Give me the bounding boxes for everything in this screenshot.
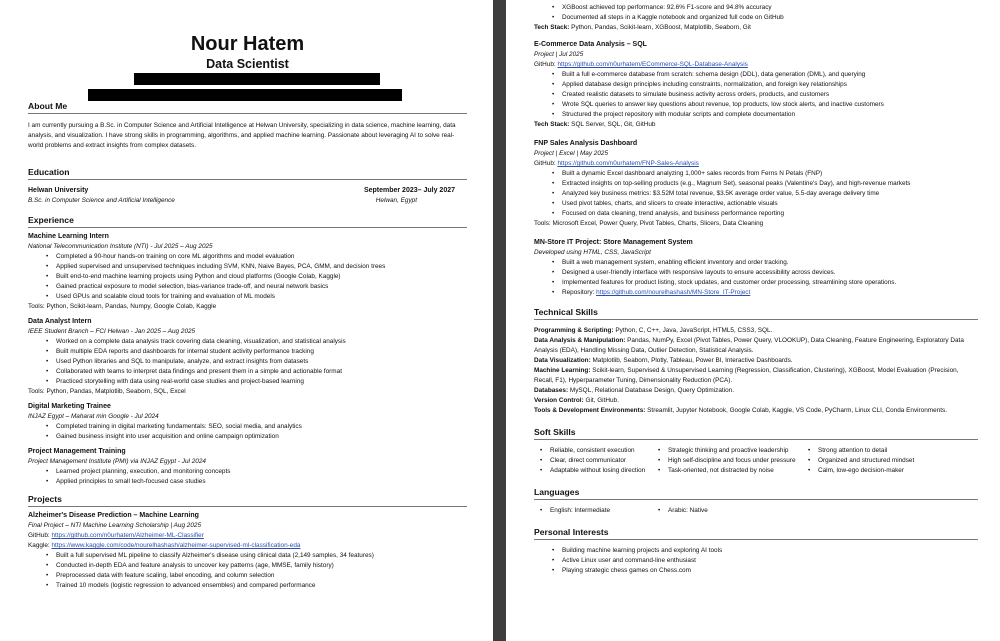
project-bullet: • Built a dynamic Excel dashboard analyzing 1,000+ sales records from Ferns N Petals (FNP) [562,169,978,179]
experience-dates: - Jul 2025 – Aug 2025 [150,243,213,250]
interest-item: • Active Linux user and command-line enthusiast [562,556,978,566]
project-bullets [28,551,467,591]
experience-org-line [28,242,467,252]
experience-entry [28,232,467,312]
experience-bullets [28,337,467,387]
experience-entry [28,402,467,442]
skill-category: Machine Learning: [534,367,591,374]
skill-values: Matplotlib, Seaborn, Plotly, Tableau, Power BI, Interactive Dashboards. [590,357,793,364]
experience-bullet: • Collaborated with teams to interpret data findings and present them in a simple and actionable format [56,367,467,377]
project-stack [534,219,978,229]
project-bullet: • Created realistic datasets to simulate business activity across orders, products, and customers [562,90,978,100]
kaggle-label: Kaggle: [28,542,52,549]
tech-stack: SQL Server, SQL, Git, GitHub [569,121,656,128]
project-bullet: • Trained 10 models (logistic regression to advanced ensembles) and compared performance [56,581,467,591]
experience-bullets [28,252,467,302]
project-bullet: • Built a full e-commerce database from scratch: schema design (DDL), data generation (DML), and querying [562,70,978,80]
experience-title: Data Analyst Intern [28,318,92,325]
project-link-line [534,159,978,169]
experience-bullet: • Learned project planning, execution, and monitoring concepts [56,467,467,477]
project-title: FNP Sales Analysis Dashboard [534,140,638,147]
soft-skills-heading: Soft Skills [534,426,978,440]
skill-category: Tools & Development Environments: [534,407,646,414]
page-gutter [493,0,506,641]
experience-title: Machine Learning Intern [28,233,109,240]
project-subtitle: Developed using HTML, CSS, JavaScript [534,249,651,256]
project-entry [534,40,978,130]
project-entry [534,238,978,298]
soft-skills-col-1 [550,446,668,476]
education-location: Helwan, Egypt [375,197,417,204]
project-bullets [534,169,978,219]
project-bullet: • Used pivot tables, charts, and slicers to create interactive, actionable visuals [562,199,978,209]
interests-heading: Personal Interests [534,526,978,540]
continued-bullets [534,3,978,23]
tech-stack: Tools: Microsoft Excel, Power Query, Pivot Tables, Charts, Slicers, Data Cleaning [534,220,764,227]
candidate-name: Nour Hatem [190,33,305,55]
tech-stack-label: Tech Stack: [534,121,570,128]
experience-tools: Tools: Python, Scikit-learn, Pandas, Numpy, Google Colab, Kaggle [28,303,217,310]
project-title: MN-Store IT Project: Store Management System [534,239,693,246]
interest-item: • Playing strategic chess games on Chess.com [562,566,978,576]
project-bullet: • Designed a user-friendly interface with responsive layouts to ensure accessibility across devices. [562,268,978,278]
experience-dates: - Jul 2024 [130,413,159,420]
about-text: I am currently pursuing a B.Sc. in Computer Science and Artificial Intelligence at Helwan University, specializing in data science, machine learning, data analysis, and visualization. I have strong skills in programming, algorithms, and applied machine learning. Passionate about leveraging AI to solve real-world problems and extract insights from complex datasets. [28,122,456,149]
soft-skills-col-2 [668,446,818,476]
project-bullet: • Built a web management system, enabling efficient inventory and order tracking. [562,258,978,268]
experience-bullet: • Used GPUs and scalable cloud tools for training and evaluation of ML models [56,292,467,302]
skill-values: Python, C, C++, Java, JavaScript, HTML5, CSS3, SQL. [613,327,773,334]
tech-stack-label: Tech Stack: [534,24,570,31]
project-bullet: • Preprocessed data with feature scaling, label encoding, and column selection [56,571,467,581]
experience-bullet: • Gained practical exposure to model selection, bias-variance trade-off, and neural network basics [56,282,467,292]
skill-category: Databases: [534,387,569,394]
experience-title: Digital Marketing Trainee [28,403,111,410]
technical-skill-row [534,326,978,336]
project-bullet: • Implemented features for product listing, stock updates, and customer order processing, streamlining store operations. [562,278,978,288]
github-link[interactable]: https://github.com/n0urhatem/FNP-Sales-Analysis [557,160,699,167]
languages-heading: Languages [534,486,978,500]
experience-heading: Experience [28,214,467,228]
experience-bullet: • Practiced storytelling with data using real-world case studies and project-based learning [56,377,467,387]
school-name: Helwan University [28,187,89,194]
experience-org-line [28,457,467,467]
technical-skill-row [534,396,978,406]
project-bullets [534,258,978,298]
project-bullet: • XGBoost achieved top performance: 92.6% F1-score and 94.8% accuracy [562,3,978,13]
technical-skill-row [534,356,978,366]
resume-page-1 [0,0,493,641]
about-heading: About Me [28,100,467,114]
experience-bullet: • Worked on a complete data analysis track covering data cleaning, visualization, and statistical analysis [56,337,467,347]
experience-bullet: • Built multiple EDA reports and dashboards for internal student activity performance tracking [56,347,467,357]
github-label: GitHub: [534,61,558,68]
skill-values: MySQL, Relational Database Design, Query Optimization. [568,387,734,394]
project-repo [562,288,978,298]
experience-bullets [28,422,467,442]
experience-title: Project Management Training [28,448,126,455]
soft-skills-col-3 [818,446,914,476]
technical-skill-row [534,336,978,356]
skill-values: Pandas, NumPy, Excel (Pivot Tables, Power Query, VLOOKUP), Data Cleaning, Feature Engineering, Exploratory Data Analysis (EDA), Handling Missing Data, Outlier Detection, Statistical Analysis. [534,337,964,354]
experience-bullet: • Gained business insight into user acquisition and online campaign optimization [56,432,467,442]
skill-category: Data Analysis & Manipulation: [534,337,626,344]
project-bullet: • Built a full supervised ML pipeline to classify Alzheimer's disease using clinical data (2,149 samples, 34 features) [56,551,467,561]
resume-page-2 [506,0,1000,641]
github-label: GitHub: [28,532,52,539]
technical-skill-row [534,386,978,396]
experience-bullet: • Applied principles to small tech-focused case studies [56,477,467,487]
project-subtitle: Project | Excel | May 2025 [534,150,609,157]
experience-bullet: • Used Python libraries and SQL to manipulate, analyze, and extract insights from datasets [56,357,467,367]
kaggle-link[interactable]: https://www.kaggle.com/code/nourelhashash/alzheimer-supervised-ml-classification-eda [51,542,301,549]
experience-bullets [28,467,467,487]
project-bullets [534,70,978,120]
experience-entry [28,317,467,397]
experience-list [28,232,467,487]
skill-values: Streamlit, Jupyter Notebook, Google Colab, Kaggle, VS Code, PyCharm, Linux CLI, Conda Environments. [645,407,947,414]
technical-skill-row [534,366,978,386]
project-link-line [534,60,978,70]
project-bullet: • Analyzed key business metrics: $3.52M total revenue, $3.5K average order value, 5.5-day average delivery time [562,189,978,199]
experience-dates: - Jan 2025 – Aug 2025 [130,328,196,335]
experience-org: INJAZ Egypt – Maharat min Google [28,413,129,420]
github-link[interactable]: https://github.com/n0urhatem/Alzheimer-ML-Classifier [51,532,204,539]
technical-skill-row [534,406,978,416]
experience-org: Project Management Institute (PMI) via INJAZ Egypt [28,458,177,465]
technical-skills-list [534,326,978,416]
experience-org-line [28,327,467,337]
project-entry [534,139,978,229]
soft-skills-grid [534,446,978,476]
interest-item: • Building machine learning projects and exploring AI tools [562,546,978,556]
project-bullet: • Applied database design principles including constraints, normalization, and foreign key relationships [562,80,978,90]
experience-bullet: • Completed training in digital marketing fundamentals: SEO, social media, and analytics [56,422,467,432]
github-link[interactable]: https://github.com/n0urhatem/ECommerce-SQL-Database-Analysis [557,61,748,68]
soft-skill-item: • Strong attention to detail [818,446,914,456]
experience-org-line [28,412,467,422]
experience-dates: - Jul 2024 [177,458,206,465]
language-item: • Arabic: Native [668,506,708,516]
repo-label: Repository: [562,289,597,296]
project-title: E-Commerce Data Analysis – SQL [534,41,647,48]
soft-skill-item: • Clear, direct communicator [550,456,668,466]
education-heading: Education [28,166,467,180]
skill-category: Programming & Scripting: [534,327,614,334]
language-item: • English: Intermediate [550,506,668,516]
project-bullet: • Documented all steps in a Kaggle notebook and organized full code on GitHub [562,13,978,23]
experience-bullet: • Completed a 90-hour hands-on training on core ML algorithms and model evaluation [56,252,467,262]
projects-heading: Projects [28,493,467,507]
skill-values: Scikit-learn, Supervised & Unsupervised Learning (Regression, Classification, Clustering), XGBoost, Model Evaluation (Precision, Recall, F1), Hyperparameter Tuning, Dimensionality Reduction (PCA). [534,367,959,384]
skill-values: Git, GitHub. [583,397,619,404]
soft-skill-item: • Organized and structured mindset [818,456,914,466]
experience-org: IEEE Student Branch – FCI Helwan [28,328,129,335]
project-bullet: • Focused on data cleaning, trend analysis, and business performance reporting [562,209,978,219]
experience-bullet: • Built end-to-end machine learning projects using Python and cloud platforms (Google Colab, Kaggle) [56,272,467,282]
project-stack [534,120,978,130]
repo-link[interactable]: https://github.com/nourelhashash/MN-Store_IT-Project [596,289,751,296]
skill-category: Data Visualization: [534,357,591,364]
candidate-role: Data Scientist [206,57,289,71]
soft-skill-item: • Calm, low-ego decision-maker [818,466,914,476]
project-bullet: • Conducted in-depth EDA and feature analysis to uncover key patterns (age, MMSE, family history) [56,561,467,571]
soft-skill-item: • High self-discipline and focus under pressure [668,456,818,466]
experience-tools: Tools: Python, Pandas, Matplotlib, Seaborn, SQL, Excel [28,388,186,395]
project-bullet: • Structured the project repository with modular scripts and complete documentation [562,110,978,120]
skill-category: Version Control: [534,397,584,404]
education-dates: September 2023– July 2027 [363,187,455,194]
project-subtitle: Final Project – NTI Machine Learning Scholarship | Aug 2025 [28,522,201,529]
redacted-contact-bar [134,73,380,85]
project-alzheimer [28,511,467,591]
github-label: GitHub: [534,160,558,167]
experience-bullet: • Applied supervised and unsupervised techniques including SVM, KNN, Naive Bayes, PCA, GMM, and decision trees [56,262,467,272]
soft-skill-item: • Reliable, consistent execution [550,446,668,456]
languages-list [534,506,978,516]
degree: B.Sc. in Computer Science and Artificial Intelligence [28,197,175,204]
project-title: Alzheimer's Disease Prediction – Machine Learning [28,512,199,519]
right-projects [534,40,978,298]
project-bullet: • Extracted insights on top-selling products (e.g., Magnum Set), seasonal peaks (Valentine's Day), and high-revenue markets [562,179,978,189]
experience-entry [28,447,467,487]
tech-stack: Python, Pandas, Scikit-learn, XGBoost, Matplotlib, Seaborn, Git [569,24,751,31]
technical-skills-heading: Technical Skills [534,306,978,320]
interests-list [534,546,978,576]
project-bullet: • Wrote SQL queries to answer key questions about revenue, top products, low stock alerts, and inactive customers [562,100,978,110]
project-subtitle: Project | Jul 2025 [534,51,584,58]
soft-skill-item: • Adaptable without losing direction [550,466,668,476]
soft-skill-item: • Task-oriented, not distracted by noise [668,466,818,476]
experience-org: National Telecommunication Institute (NTI) [28,243,149,250]
soft-skill-item: • Strategic thinking and proactive leadership [668,446,818,456]
